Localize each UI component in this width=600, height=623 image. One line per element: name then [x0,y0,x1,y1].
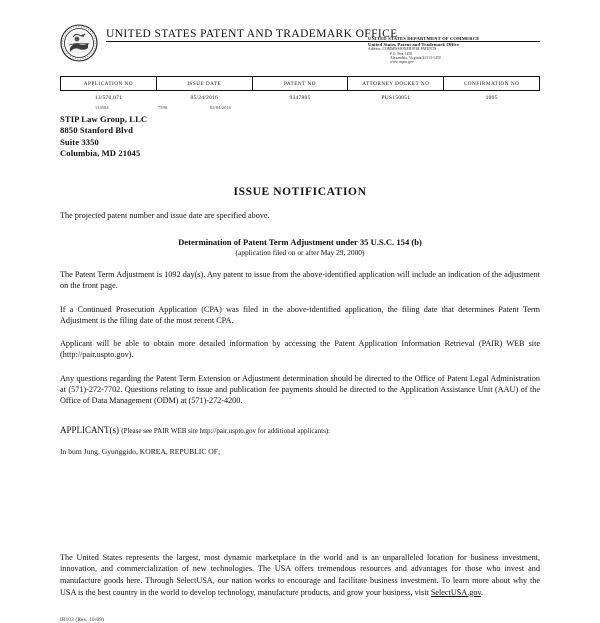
applicant-name: In bum Jung, Gyunggido, KOREA, REPUBLIC OF; [60,446,221,456]
value-patent-no: 9347805 [289,94,311,101]
pta-subheading: (application filed on or after May 29, 2000) [235,247,365,257]
form-code-footer: IR103 (Rev. 10/09) [60,618,105,623]
correspondence-codes [60,105,540,114]
column-header-attorney-docket-no: ATTORNEY DOCKET NO [348,77,444,91]
applicant-heading [60,425,540,435]
commerce-address-label: Address: [368,47,382,52]
value-issue-date: 05/24/2016 [190,94,218,101]
pta-paragraph: The Patent Term Adjustment is 1092 day(s). Any patent to issue from the above-identified application will include an indication of the adjustment on the front page. [60,269,540,291]
firm-city-state-zip: Columbia, MD 21045 [60,148,141,159]
commerce-office: United States Patent and Trademark Office [368,41,460,47]
table-row [61,91,540,102]
customer-number: 134584 [95,104,109,110]
table-header-row [61,77,540,91]
uspto-seal-icon [60,24,98,62]
value-attorney-docket-no: PUS150051 [381,94,411,101]
applicant-note: (Please see PAIR WEB site http://pair.uspto.gov for additional applicants): [121,426,331,435]
column-header-issue-date: ISSUE DATE [156,77,252,91]
pair-paragraph: Applicant will be able to obtain more detailed information by accessing the Patent Application Information Retrieval (PAIR) WEB site (http://pair.uspto.gov). [60,339,540,360]
cpa-paragraph: If a Continued Prosecution Application (CPA) was filed in the above-identified application, the filing date that determines Patent Term Adjustment is the filing date of the most recent CPA. [60,304,540,325]
selectusa-text-before: The United States represents the largest, most dynamic marketplace in the world and is an unparalleled location for business investment, innovation, and commercialization of new technologies. The USA offers tremendous resources and advantages for those who invest and manufacture goods here. Through SelectUSA, our nation works to encourage and facilitate business investment. To learn more about why the USA is the best country in the world to develop technology, manufacture products, and grow your business, visit [60,552,540,597]
commerce-address-block [368,36,540,65]
firm-suite: Suite 3350 [60,136,99,147]
form-7590-code: 7590 [158,104,168,110]
applicant-label: APPLICANT(s) [60,424,120,435]
value-application-no: 13/570,071 [94,94,123,101]
commerce-department: UNITED STATES DEPARTMENT OF COMMERCE [368,36,480,41]
commerce-address-line2: P.O. Box 1450 [390,51,413,56]
commerce-website: www.uspto.gov [390,60,414,65]
value-confirmation-no: 1095 [485,94,498,101]
office-title: UNITED STATES PATENT AND TRADEMARK OFFICE [106,28,398,40]
document-body [60,186,540,599]
firm-name: STIP Law Group, LLC [60,113,148,124]
commerce-address-line3: Alexandria, Virginia 22313-1450 [390,55,441,60]
page-title: ISSUE NOTIFICATION [233,185,367,198]
column-header-application-no: APPLICATION NO [61,77,157,91]
pta-heading: Determination of Patent Term Adjustment under 35 U.S.C. 154 (b) [178,236,422,247]
application-data-table [60,76,540,102]
column-header-patent-no: PATENT NO [252,77,348,91]
selectusa-paragraph [60,552,540,599]
column-header-confirmation-no: CONFIRMATION NO [444,77,540,91]
correspondence-address [60,114,540,160]
document-page [0,22,600,622]
firm-street: 8850 Stanford Blvd [60,125,133,136]
mail-date: 05/04/2016 [210,104,232,110]
selectusa-block [60,552,540,599]
commerce-address-line1: COMMISSIONER FOR PATENTS [382,47,437,52]
document-header [60,22,540,68]
selectusa-link[interactable]: SelectUSA.gov [430,587,481,597]
intro-paragraph: The projected patent number and issue date are specified above. [60,210,270,220]
selectusa-text-after: . [481,587,484,597]
questions-paragraph: Any questions regarding the Patent Term Extension or Adjustment determination should be directed to the Office of Patent Legal Administration at (571)-272-7702. Questions relating to issue and publication fee payments should be directed to the Application Assistance Unit (AAU) of the Office of Data Management (ODM) at (571)-272-4200. [60,373,540,406]
